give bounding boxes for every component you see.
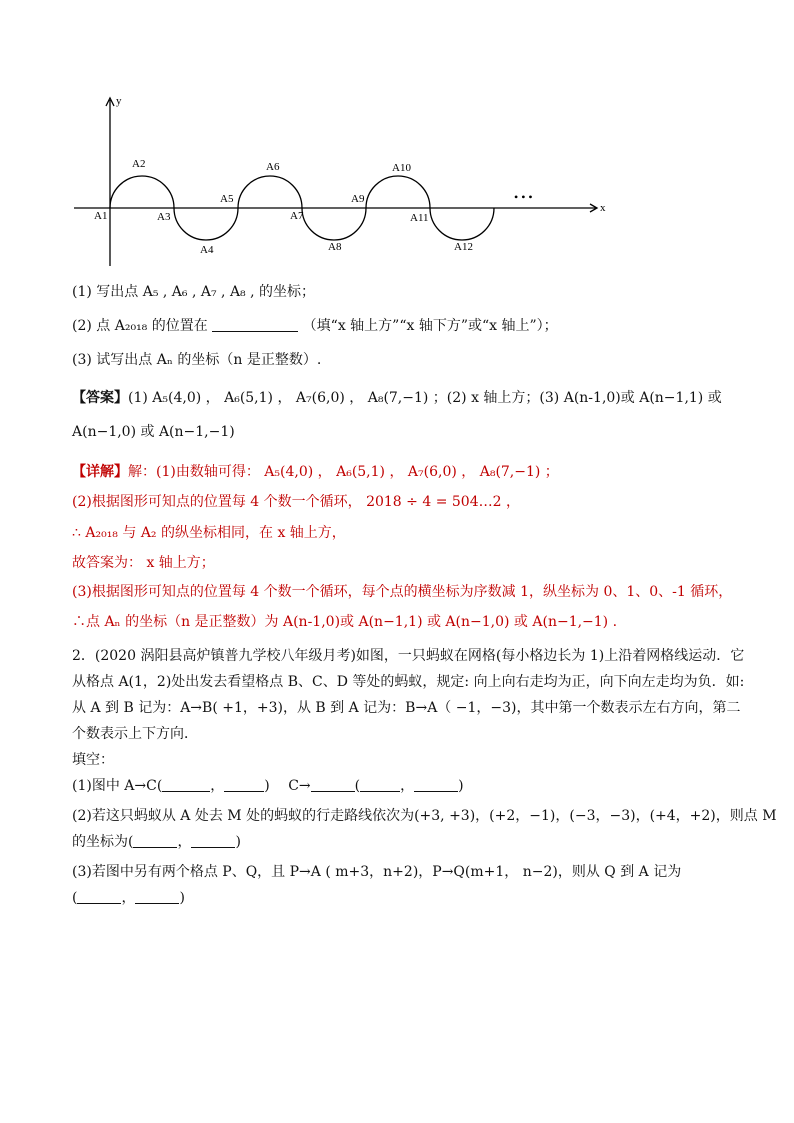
blank-c-target[interactable] <box>311 777 355 792</box>
q3-close: ) <box>179 890 185 906</box>
label-a10: A10 <box>392 162 411 174</box>
q2-prefix: 的坐标为( <box>72 834 134 850</box>
problem-2-q2-cont <box>72 832 241 852</box>
problem-2-line-5: 填空： <box>72 752 114 768</box>
detail-line-3: ∴ A₂₀₁₈ 与 A₂ 的纵坐标相同，在 x 轴上方， <box>72 525 346 541</box>
q1-comma-2: ， <box>400 778 415 794</box>
label-a7: A7 <box>290 210 304 222</box>
q3-comma: ， <box>121 890 136 906</box>
blank-qa-y[interactable] <box>135 889 179 904</box>
problem-2-line-1: 2．(2020 涡阳县高炉镇普九学校八年级月考)如图，一只蚂蚁在网格(每小格边长为 1)上沿着网格线运动．它 <box>72 648 745 664</box>
q1-mid: ) C→ <box>264 778 311 794</box>
question-3: (3) 试写出点 Aₙ 的坐标（n 是正整数）. <box>72 352 322 368</box>
blank-qa-x[interactable] <box>77 889 121 904</box>
problem-2-q1 <box>72 776 464 796</box>
detail-line-5: (3)根据图形可知点的位置每 4 个数一个循环，每个点的横坐标为序数减 1，纵坐标为 0、1、0、-1 循环， <box>72 584 733 600</box>
detail-tag: 【详解】 <box>72 464 128 480</box>
blank-c-x[interactable] <box>360 777 400 792</box>
label-a6: A6 <box>266 161 280 173</box>
label-a5: A5 <box>220 193 234 205</box>
question-2-hint: （填“x 轴上方”“x 轴下方”或“x 轴上”）； <box>302 318 558 334</box>
label-a1: A1 <box>94 210 108 222</box>
detail-line-2: (2)根据图形可知点的位置每 4 个数一个循环， 2018 ÷ 4 = 504…2 ， <box>72 494 520 510</box>
detail-line-1 <box>72 462 559 482</box>
answer-text-1: (1) A₅(4,0) ， A₆(5,1) ， A₇(6,0) ， A₈(7,−1) ；(2) x 轴上方；(3) A(n-1,0)或 A(n−1,1) 或 <box>128 390 722 406</box>
blank-c-y[interactable] <box>414 777 458 792</box>
problem-2-line-4: 个数表示上下方向． <box>72 726 198 742</box>
blank-ac-x[interactable] <box>162 777 210 792</box>
problem-2-q3: (3)若图中另有两个格点 P、Q，且 P→A ( m+3，n+2)，P→Q(m+1， n−2)，则从 Q 到 A 记为 <box>72 864 682 880</box>
label-a4: A4 <box>200 244 214 256</box>
problem-2-q2: (2)若这只蚂蚁从 A 处去 M 处的蚂蚁的行走路线依次为(+3, +3)，(+2，−1)，(−3，−3)，(+4，+2)，则点 M <box>72 808 777 824</box>
ellipsis-dots: • • • <box>514 190 533 204</box>
blank-m-x[interactable] <box>133 833 177 848</box>
label-a12: A12 <box>454 241 473 253</box>
problem-2-line-3: 从 A 到 B 记为：A→B( +1，+3)，从 B 到 A 记为：B→A（ −1，−3)，其中第一个数表示左右方向，第二 <box>72 700 741 716</box>
q1-prefix: (1)图中 A→C( <box>72 778 163 794</box>
q3-prefix: ( <box>72 890 78 906</box>
answer-tag: 【答案】 <box>72 390 128 406</box>
q2-close: ) <box>235 834 241 850</box>
detail-line-6: ∴点 Aₙ 的坐标（n 是正整数）为 A(n-1,0)或 A(n−1,1) 或 A(n−1,0) 或 A(n−1,−1) . <box>72 614 618 630</box>
q1-close: ) <box>458 778 464 794</box>
y-axis-label: y <box>116 95 122 107</box>
detail-text-1: 解：(1)由数轴可得： A₅(4,0) ， A₆(5,1) ， A₇(6,0) ， A₈(7,−1) ； <box>128 464 559 480</box>
wave-figure <box>60 88 620 268</box>
answer-line-1 <box>72 388 722 408</box>
question-2-text: (2) 点 A₂₀₁₈ 的位置在 <box>72 318 208 334</box>
problem-2-q3-cont <box>72 888 185 908</box>
blank-m-y[interactable] <box>191 833 235 848</box>
label-a3: A3 <box>157 211 171 223</box>
question-2 <box>72 316 558 336</box>
question-1: (1) 写出点 A₅ , A₆ , A₇ , A₈ , 的坐标； <box>72 284 316 300</box>
label-a2: A2 <box>132 158 146 170</box>
label-a11: A11 <box>410 212 429 224</box>
answer-blank[interactable] <box>212 317 298 332</box>
q2-comma: ， <box>177 834 192 850</box>
x-axis-label: x <box>600 202 606 214</box>
q1-comma: ， <box>210 778 225 794</box>
label-a8: A8 <box>328 241 342 253</box>
blank-ac-y[interactable] <box>224 777 264 792</box>
detail-line-4: 故答案为： x 轴上方； <box>72 555 215 571</box>
label-a9: A9 <box>351 193 365 205</box>
q1-paren: ( <box>354 778 361 794</box>
problem-2-line-2: 从格点 A(1，2)处出发去看望格点 B、C、D 等处的蚂蚁，规定: 向上向右走均为正，向下向左走均为负．如: <box>72 674 745 690</box>
answer-line-2: A(n−1,0) 或 A(n−1,−1) <box>72 424 235 440</box>
